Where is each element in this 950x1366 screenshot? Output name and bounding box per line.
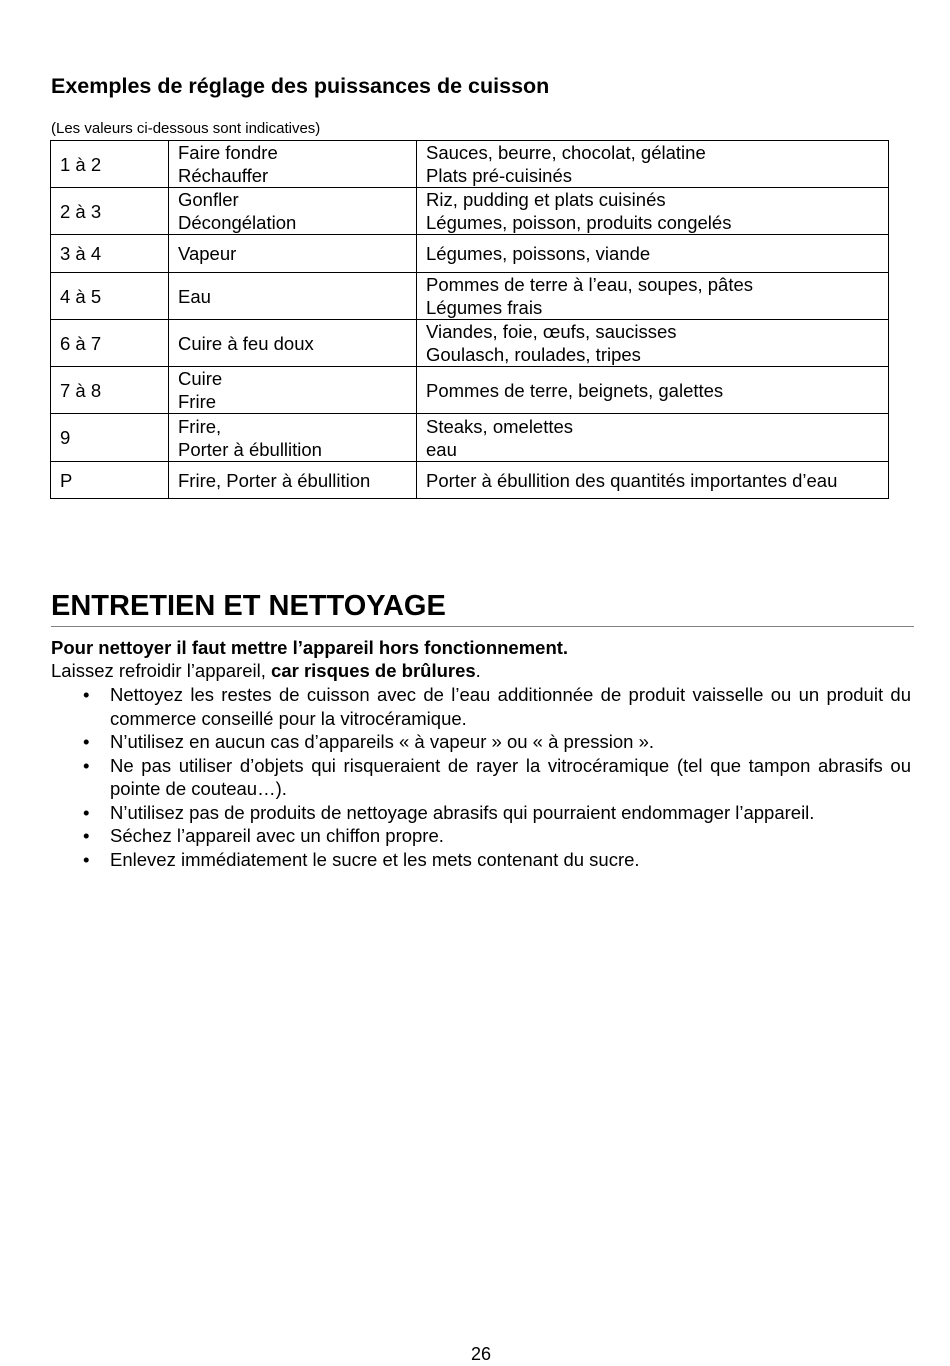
action-cell [169, 320, 417, 367]
list-item [51, 801, 911, 825]
action-cell [169, 235, 417, 273]
foods-cell [417, 235, 889, 273]
foods-line: Goulasch, roulades, tripes [426, 344, 641, 365]
foods-line: Plats pré-cuisinés [426, 165, 573, 186]
action-line: Eau [178, 285, 211, 307]
section-title: Exemples de réglage des puissances de cuisson [51, 74, 550, 98]
table-row [51, 414, 889, 462]
cooling-instruction [51, 659, 911, 683]
foods-line: Riz, pudding et plats cuisinés [426, 189, 666, 210]
foods-cell [417, 462, 889, 499]
table-row [51, 462, 889, 499]
foods-line: Pommes de terre, beignets, galettes [426, 379, 724, 401]
foods-line: Pommes de terre à l’eau, soupes, pâtes [426, 274, 754, 295]
action-line: Faire fondre [178, 142, 278, 163]
foods-cell [417, 141, 889, 188]
list-item-text: Enlevez immédiatement le sucre et les mets contenant du sucre. [110, 848, 640, 870]
table-row [51, 235, 889, 273]
foods-line: Légumes, poissons, viande [426, 243, 651, 264]
table-row [51, 141, 889, 188]
list-item-text: Nettoyez les restes de cuisson avec de l’eau additionnée de produit vaisselle ou un produit du commerce conseillé pour la vitrocéramique. [110, 684, 911, 729]
cleaning-steps-list [51, 683, 911, 871]
heading-divider [51, 626, 914, 627]
power-level-cell: 7 à 8 [51, 367, 169, 414]
table-row [51, 320, 889, 367]
bullet-icon: • [83, 801, 90, 823]
action-line: Cuire [178, 368, 223, 389]
table-row [51, 367, 889, 414]
table-row [51, 273, 889, 320]
action-line: Porter à ébullition [178, 438, 322, 460]
action-cell [169, 188, 417, 235]
foods-line: Sauces, beurre, chocolat, gélatine [426, 142, 706, 163]
power-level-cell: 9 [51, 414, 169, 462]
action-cell [169, 414, 417, 462]
foods-cell [417, 367, 889, 414]
power-level-cell: 3 à 4 [51, 235, 169, 273]
maintenance-heading: ENTRETIEN ET NETTOYAGE [51, 590, 446, 622]
foods-line: Viandes, foie, œufs, saucisses [426, 321, 677, 342]
safety-warning: Pour nettoyer il faut mettre l’appareil hors fonctionnement. [51, 637, 569, 658]
bullet-icon: • [83, 754, 90, 776]
cooking-power-table [50, 140, 889, 499]
list-item [51, 730, 911, 754]
list-item [51, 824, 911, 848]
foods-line: Steaks, omelettes [426, 415, 574, 437]
foods-cell [417, 414, 889, 462]
list-item-text: Séchez l’appareil avec un chiffon propre. [110, 825, 444, 846]
action-line: Frire, [178, 415, 222, 437]
list-item [51, 848, 911, 872]
list-item-text: N’utilisez en aucun cas d’appareils « à vapeur » ou « à pression ». [110, 731, 655, 752]
action-line: Vapeur [178, 243, 237, 264]
action-cell [169, 273, 417, 320]
cooling-instruction-text: Laissez refroidir l’appareil, [51, 660, 272, 681]
foods-line: Porter à ébullition des quantités importantes d’eau [426, 469, 838, 491]
action-line: Décongélation [178, 212, 297, 233]
action-cell [169, 367, 417, 414]
bullet-icon: • [83, 684, 90, 705]
foods-line: eau [426, 438, 457, 460]
power-level-cell: 6 à 7 [51, 320, 169, 367]
action-line: Réchauffer [178, 165, 269, 186]
table-row [51, 188, 889, 235]
power-level-cell: P [51, 462, 169, 499]
foods-line: Légumes frais [426, 297, 543, 318]
action-line: Frire, Porter à ébullition [178, 469, 371, 491]
action-cell [169, 141, 417, 188]
action-line: Gonfler [178, 189, 239, 210]
table-note: (Les valeurs ci-dessous sont indicatives) [51, 120, 321, 137]
list-item [51, 683, 911, 730]
foods-cell [417, 273, 889, 320]
action-line: Frire [178, 391, 217, 412]
list-item-text: Ne pas utiliser d’objets qui risqueraient de rayer la vitrocéramique (tel que tampon abrasifs ou pointe de couteau…). [110, 754, 911, 799]
foods-line: Légumes, poisson, produits congelés [426, 212, 732, 233]
list-item [51, 754, 911, 801]
burn-risk-text: car risques de brûlures [271, 660, 476, 681]
power-level-cell: 2 à 3 [51, 188, 169, 235]
action-cell [169, 462, 417, 499]
list-item-text: N’utilisez pas de produits de nettoyage abrasifs qui pourraient endommager l’appareil. [110, 801, 815, 823]
foods-cell [417, 320, 889, 367]
power-level-cell: 1 à 2 [51, 141, 169, 188]
cooling-instruction-end: . [475, 660, 481, 681]
foods-cell [417, 188, 889, 235]
bullet-icon: • [83, 825, 90, 846]
power-level-cell: 4 à 5 [51, 273, 169, 320]
page-number: 26 [470, 1344, 492, 1364]
bullet-icon: • [83, 848, 90, 870]
action-line: Cuire à feu doux [178, 332, 314, 354]
bullet-icon: • [83, 731, 90, 752]
